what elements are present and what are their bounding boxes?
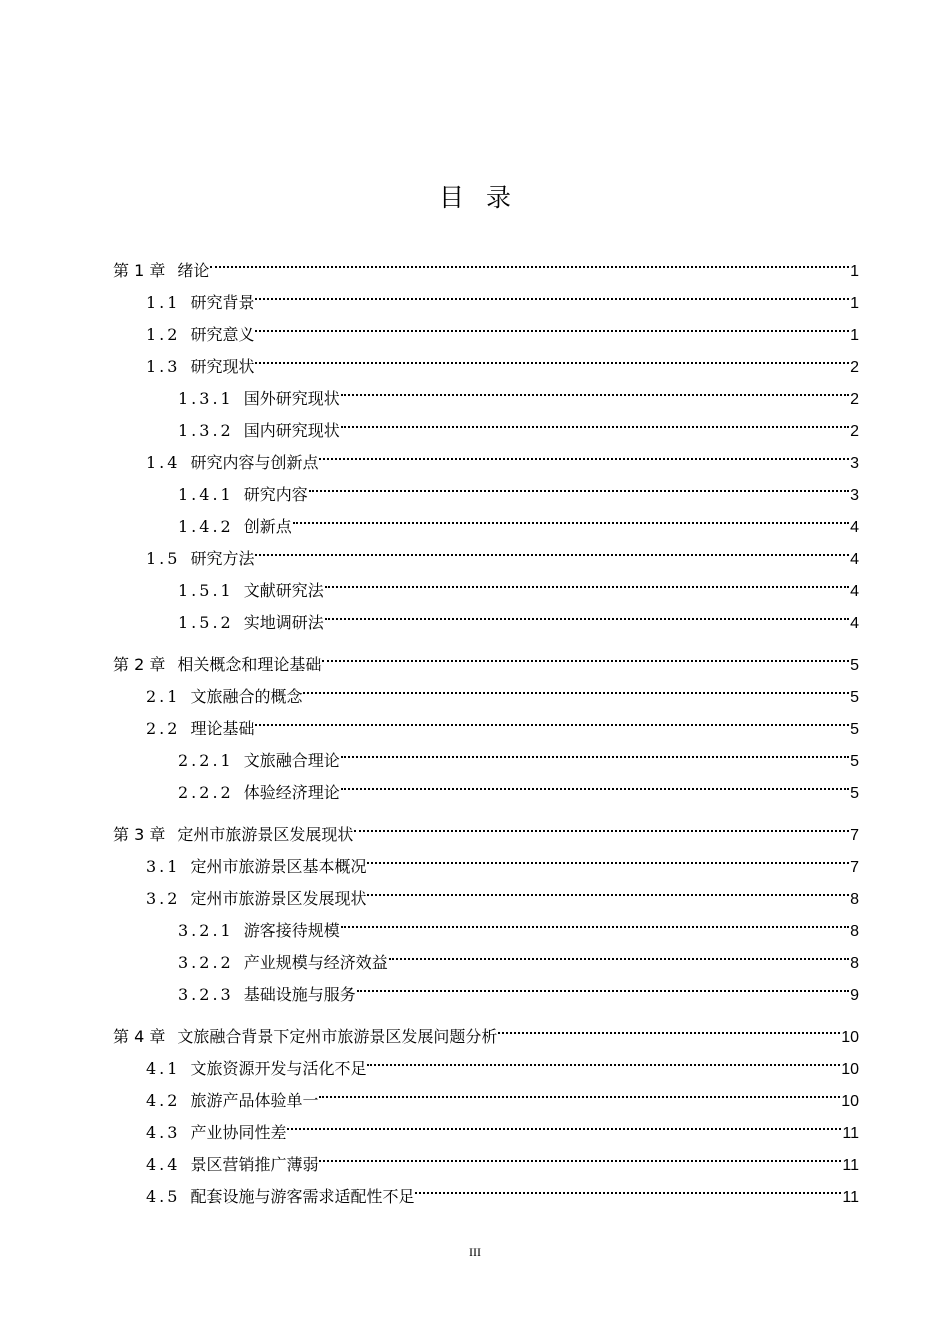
toc-entry-section[interactable] — [146, 1042, 859, 1078]
toc-entry-title: 配套设施与游客需求适配性不足 — [190, 1187, 415, 1206]
toc-entry-number: 2.2.1 — [178, 751, 234, 770]
toc-entry-number: 4.1 — [146, 1059, 181, 1078]
toc-entry-section[interactable] — [146, 1074, 859, 1110]
toc-entry-page: 10 — [841, 1029, 859, 1046]
toc-dot-leader — [341, 766, 849, 798]
toc-entry-section[interactable] — [146, 702, 859, 738]
toc-dot-leader — [357, 968, 849, 1000]
toc-entry-subsection[interactable] — [178, 766, 859, 802]
toc-entry-section[interactable] — [146, 436, 859, 472]
toc-entry-number: 2.2 — [146, 719, 181, 738]
toc-entry-number: 第 3 章 — [113, 825, 166, 844]
toc-entry-page: 10 — [841, 1061, 859, 1078]
toc-entry-title: 旅游产品体验单一 — [190, 1091, 319, 1110]
toc-entry-section[interactable] — [146, 670, 859, 706]
toc-entry-title: 定州市旅游景区基本概况 — [190, 857, 367, 876]
page-title: 目录 — [438, 183, 533, 212]
toc-entry-chapter[interactable] — [113, 808, 859, 844]
toc-entry-page: 5 — [850, 689, 859, 706]
toc-entry-number: 3.2.1 — [178, 921, 234, 940]
toc-dot-leader — [255, 532, 849, 564]
toc-dot-leader — [367, 1042, 840, 1074]
toc-entry-number: 2.2.2 — [178, 783, 234, 802]
toc-entry-title: 定州市旅游景区发展现状 — [190, 889, 367, 908]
toc-entry-subsection[interactable] — [178, 596, 859, 632]
toc-entry-page: 7 — [850, 827, 859, 844]
toc-entry-page: 5 — [850, 753, 859, 770]
toc-entry-subsection[interactable] — [178, 734, 859, 770]
toc-entry-number: 4.2 — [146, 1091, 181, 1110]
toc-entry-number: 4.4 — [146, 1155, 181, 1174]
toc-dot-leader — [415, 1170, 841, 1202]
toc-dot-leader — [367, 872, 849, 904]
toc-entry-subsection[interactable] — [178, 968, 859, 1004]
toc-entry-section[interactable] — [146, 1138, 859, 1174]
toc-dot-leader — [367, 840, 849, 872]
toc-entry-title: 国内研究现状 — [243, 421, 340, 440]
toc-entry-title: 研究意义 — [190, 325, 255, 344]
toc-dot-leader — [341, 404, 849, 436]
toc-entry-number: 第 4 章 — [113, 1027, 166, 1046]
toc-entry-title: 文献研究法 — [243, 581, 324, 600]
toc-entry-page: 7 — [850, 859, 859, 876]
toc-entry-title: 理论基础 — [190, 719, 255, 738]
toc-entry-page: 2 — [850, 423, 859, 440]
toc-entry-title: 绪论 — [177, 261, 210, 280]
toc-entry-page: 5 — [850, 657, 859, 674]
toc-dot-leader — [319, 1138, 841, 1170]
toc-entry-subsection[interactable] — [178, 372, 859, 408]
toc-entry-page: 3 — [850, 487, 859, 504]
toc-entry-number: 1.5.2 — [178, 613, 234, 632]
toc-dot-leader — [319, 436, 849, 468]
toc-dot-leader — [322, 638, 849, 670]
toc-entry-section[interactable] — [146, 276, 859, 312]
toc-entry-page: 4 — [850, 519, 859, 536]
toc-entry-title: 文旅融合理论 — [243, 751, 340, 770]
toc-entry-title: 研究内容与创新点 — [190, 453, 319, 472]
toc-entry-number: 1.3 — [146, 357, 181, 376]
toc-entry-number: 3.2.3 — [178, 985, 234, 1004]
toc-entry-title: 文旅融合的概念 — [190, 687, 303, 706]
toc-dot-leader — [303, 670, 849, 702]
toc-entry-subsection[interactable] — [178, 500, 859, 536]
toc-dot-leader — [255, 276, 849, 308]
toc-entry-title: 景区营销推广薄弱 — [190, 1155, 319, 1174]
toc-dot-leader — [341, 734, 849, 766]
toc-entry-page: 1 — [850, 327, 859, 344]
toc-entry-number: 1.4 — [146, 453, 181, 472]
toc-entry-number: 3.2.2 — [178, 953, 234, 972]
toc-entry-section[interactable] — [146, 840, 859, 876]
toc-dot-leader — [389, 936, 849, 968]
toc-entry-number: 第 2 章 — [113, 655, 166, 674]
toc-entry-page: 8 — [850, 891, 859, 908]
toc-entry-page: 4 — [850, 551, 859, 568]
toc-entry-page: 3 — [850, 455, 859, 472]
toc-entry-section[interactable] — [146, 1170, 859, 1206]
toc-dot-leader — [341, 372, 849, 404]
toc-dot-leader — [309, 468, 849, 500]
toc-entry-page: 4 — [850, 583, 859, 600]
toc-entry-number: 3.2 — [146, 889, 181, 908]
toc-entry-title: 体验经济理论 — [243, 783, 340, 802]
toc-entry-number: 1.2 — [146, 325, 181, 344]
toc-entry-title: 文旅资源开发与活化不足 — [190, 1059, 367, 1078]
toc-entry-page: 11 — [842, 1157, 859, 1174]
toc-entry-number: 1.5 — [146, 549, 181, 568]
toc-entry-title: 相关概念和理论基础 — [177, 655, 322, 674]
toc-dot-leader — [341, 904, 849, 936]
toc-dot-leader — [354, 808, 849, 840]
toc-entry-subsection[interactable] — [178, 404, 859, 440]
toc-entry-chapter[interactable] — [113, 1010, 859, 1046]
toc-entry-subsection[interactable] — [178, 936, 859, 972]
toc-entry-number: 第 1 章 — [113, 261, 166, 280]
toc-entry-number: 1.4.2 — [178, 517, 234, 536]
toc-entry-number: 1.1 — [146, 293, 181, 312]
toc-entry-title: 研究方法 — [190, 549, 255, 568]
toc-entry-page: 5 — [850, 785, 859, 802]
toc-entry-section[interactable] — [146, 340, 859, 376]
toc-entry-section[interactable] — [146, 308, 859, 344]
toc-entry-subsection[interactable] — [178, 468, 859, 504]
toc-entry-number: 3.1 — [146, 857, 181, 876]
toc-entry-chapter[interactable] — [113, 638, 859, 674]
toc-entry-page: 1 — [850, 263, 859, 280]
toc-dot-leader — [255, 308, 849, 340]
toc-entry-number: 2.1 — [146, 687, 181, 706]
toc-dot-leader — [287, 1106, 841, 1138]
toc-entry-title: 产业规模与经济效益 — [243, 953, 388, 972]
toc-entry-page: 11 — [842, 1189, 859, 1206]
toc-entry-title: 研究现状 — [190, 357, 255, 376]
toc-entry-subsection[interactable] — [178, 564, 859, 600]
toc-entry-subsection[interactable] — [178, 904, 859, 940]
toc-dot-leader — [255, 702, 849, 734]
toc-entry-number: 1.3.1 — [178, 389, 234, 408]
toc-entry-page: 1 — [850, 295, 859, 312]
toc-entry-section[interactable] — [146, 872, 859, 908]
toc-entry-number: 1.3.2 — [178, 421, 234, 440]
toc-entry-title: 游客接待规模 — [243, 921, 340, 940]
toc-entry-section[interactable] — [146, 532, 859, 568]
toc-entry-page: 8 — [850, 955, 859, 972]
toc-entry-number: 1.5.1 — [178, 581, 234, 600]
toc-entry-page: 5 — [850, 721, 859, 738]
page-number: III — [469, 1245, 481, 1259]
toc-dot-leader — [293, 500, 849, 532]
toc-entry-title: 文旅融合背景下定州市旅游景区发展问题分析 — [177, 1027, 498, 1046]
toc-dot-leader — [210, 244, 849, 276]
toc-entry-number: 1.4.1 — [178, 485, 234, 504]
toc-entry-page: 2 — [850, 391, 859, 408]
toc-dot-leader — [325, 596, 849, 628]
toc-entry-number: 4.3 — [146, 1123, 181, 1142]
toc-entry-page: 8 — [850, 923, 859, 940]
toc-dot-leader — [498, 1010, 840, 1042]
toc-entry-chapter[interactable] — [113, 244, 859, 280]
toc-entry-title: 实地调研法 — [243, 613, 324, 632]
toc-entry-page: 9 — [850, 987, 859, 1004]
toc-entry-title: 基础设施与服务 — [243, 985, 356, 1004]
toc-dot-leader — [325, 564, 849, 596]
toc-entry-page: 4 — [850, 615, 859, 632]
toc-entry-section[interactable] — [146, 1106, 859, 1142]
toc-entry-page: 11 — [842, 1125, 859, 1142]
toc-entry-page: 2 — [850, 359, 859, 376]
toc-entry-number: 4.5 — [146, 1187, 181, 1206]
toc-dot-leader — [255, 340, 849, 372]
toc-entry-title: 创新点 — [243, 517, 292, 536]
toc-dot-leader — [319, 1074, 840, 1106]
toc-entry-title: 定州市旅游景区发展现状 — [177, 825, 354, 844]
toc-entry-title: 国外研究现状 — [243, 389, 340, 408]
toc-entry-title: 研究内容 — [243, 485, 308, 504]
toc-entry-page: 10 — [841, 1093, 859, 1110]
toc-entry-title: 研究背景 — [190, 293, 255, 312]
toc-entry-title: 产业协同性差 — [190, 1123, 287, 1142]
